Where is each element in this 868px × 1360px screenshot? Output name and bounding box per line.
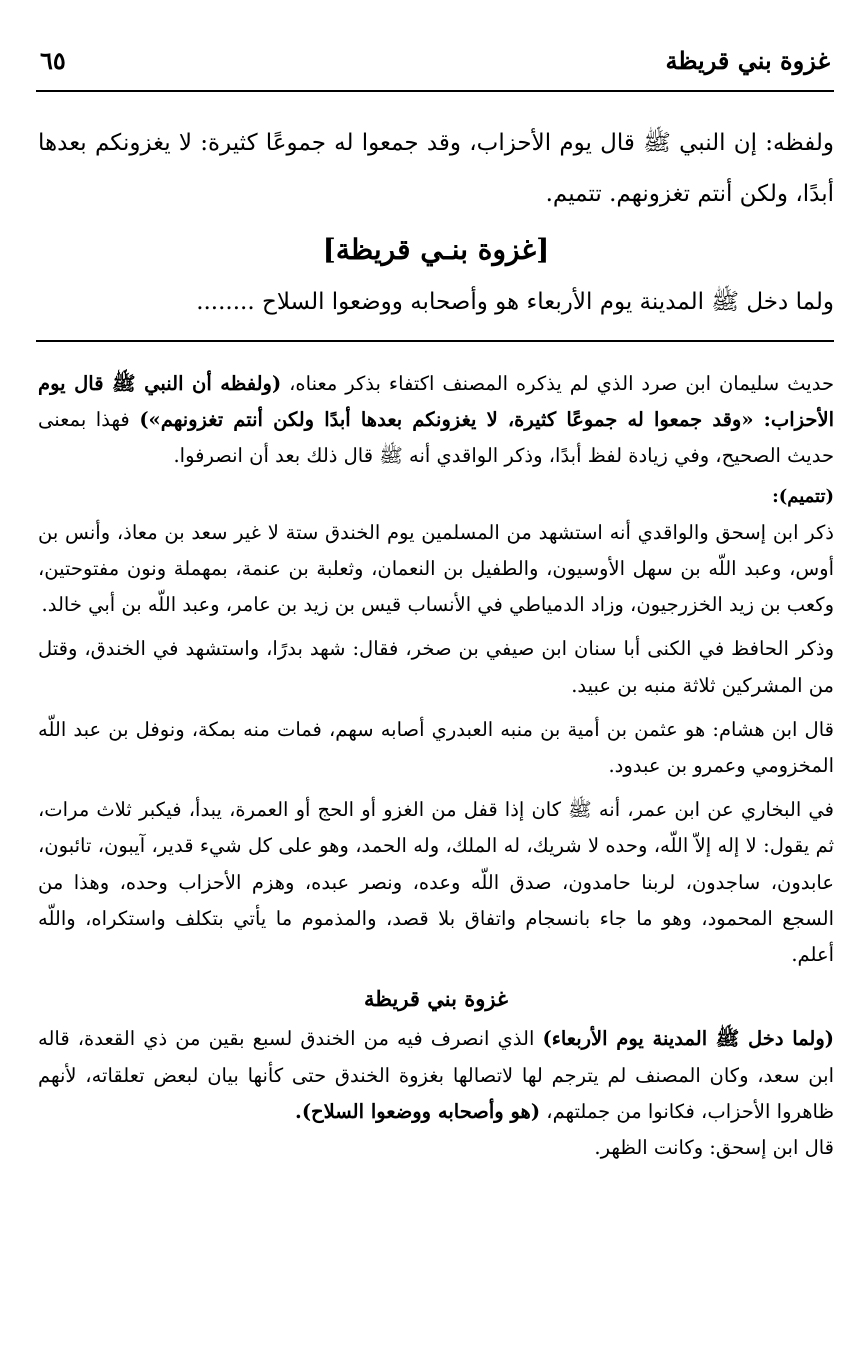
commentary-paragraph: ذكر ابن إسحق والواقدي أنه استشهد من المسلمين يوم الخندق ستة لا غير سعد بن معاذ، وأنس بن أوس، وعبد اللّه بن سهل الأوسيون، والطفيل بن النعمان، وثعلبة بن عنمة، بمهملة ونون مفتوحتين، وكعب بن زيد الخزرجيون، وزاد الدمياطي في الأنساب قيس بن زيد بن عامر، وعبد اللّه بن أبي خالد. (38, 520, 834, 617)
commentary-text: حديث سليمان ابن صرد الذي لم يذكره المصنف اكتفاء بذكر معناه، (281, 372, 834, 395)
commentary-section (38, 366, 834, 1166)
commentary-text: فهذا بمعنى حديث الصحيح، وفي زيادة لفظ أبدًا، وذكر الواقدي أنه ﷺ قال ذلك بعد أن انصرفوا. (38, 408, 834, 468)
page-header (36, 40, 834, 92)
page-number: ٦٥ (40, 46, 66, 75)
commentary-paragraph: قال ابن إسحق: وكانت الظهر. (594, 1136, 834, 1160)
quoted-matn: (ولما دخل ﷺ المدينة يوم الأربعاء) (542, 1027, 834, 1051)
matn-section (38, 118, 834, 328)
commentary-paragraph (38, 1021, 834, 1130)
running-title: غزوة بني قريظة (665, 46, 830, 75)
commentary-paragraph (38, 366, 834, 475)
section-subheading: غزوة بني قريظة (364, 986, 508, 1012)
commentary-paragraph: وذكر الحافظ في الكنى أبا سنان ابن صيفي بن صخر، فقال: شهد بدرًا، واستشهد في الخندق، وقتل من المشركين ثلاثة منبه بن عبيد. (38, 637, 834, 697)
commentary-text: الذي انصرف فيه من الخندق لسبع بقين من ذي القعدة، قاله ابن سعد، وكان المصنف لم يترجم لها لاتصالها بغزوة الخندق حتى كأنها بيان لبعض تعلقاته، لأنهم ظاهروا الأحزاب، فكانوا من جملتهم، (38, 1027, 834, 1123)
quoted-matn: (ولفظه أن النبي ﷺ قال يوم الأحزاب: «وقد جمعوا له جموعًا كثيرة، لا يغزونكم بعدها أبدًا ولكن أنتم تغزونهم») (38, 372, 834, 432)
commentary-paragraph: قال ابن هشام: هو عثمن بن أمية بن منبه العبدري أصابه سهم، فمات منه بمكة، ونوفل بن عبد اللّه المخزومي وعمرو بن عبدود. (38, 717, 834, 778)
section-divider (36, 340, 834, 342)
commentary-paragraph: في البخاري عن ابن عمر، أنه ﷺ كان إذا قفل من الغزو أو الحج أو العمرة، يبدأ، فيكبر ثلاث مرات، ثم يقول: لا إله إلاّ اللّه، وحده لا شريك، له الملك، وله الحمد، وهو على كل شيء قدير، آيبون، تائبون، عابدون، ساجدون، لربنا حامدون، صدق اللّه وعده، ونصر عبده، وهزم الأحزاب وحده، وهذا من السجع المحمود، وهو ما جاء بانسجام واتفاق بلا قصد، والمذموم ما يأتي بتكلف واستكراه، واللّه أعلم. (38, 798, 834, 967)
tatmim-label: (تتميم): (772, 485, 834, 507)
matn-paragraph: ولما دخل ﷺ المدينة يوم الأربعاء هو وأصحابه ووضعوا السلاح ........ (196, 289, 834, 315)
matn-paragraph: ولفظه: إن النبي ﷺ قال يوم الأحزاب، وقد جمعوا له جموعًا كثيرة: لا يغزونكم بعدها أبدًا، ولكن أنتم تغزونهم. تتميم. (38, 130, 834, 207)
quoted-matn: (هو وأصحابه ووضعوا السلاح). (295, 1099, 541, 1123)
matn-heading: [غزوة بنـي قريظة] (322, 233, 550, 266)
